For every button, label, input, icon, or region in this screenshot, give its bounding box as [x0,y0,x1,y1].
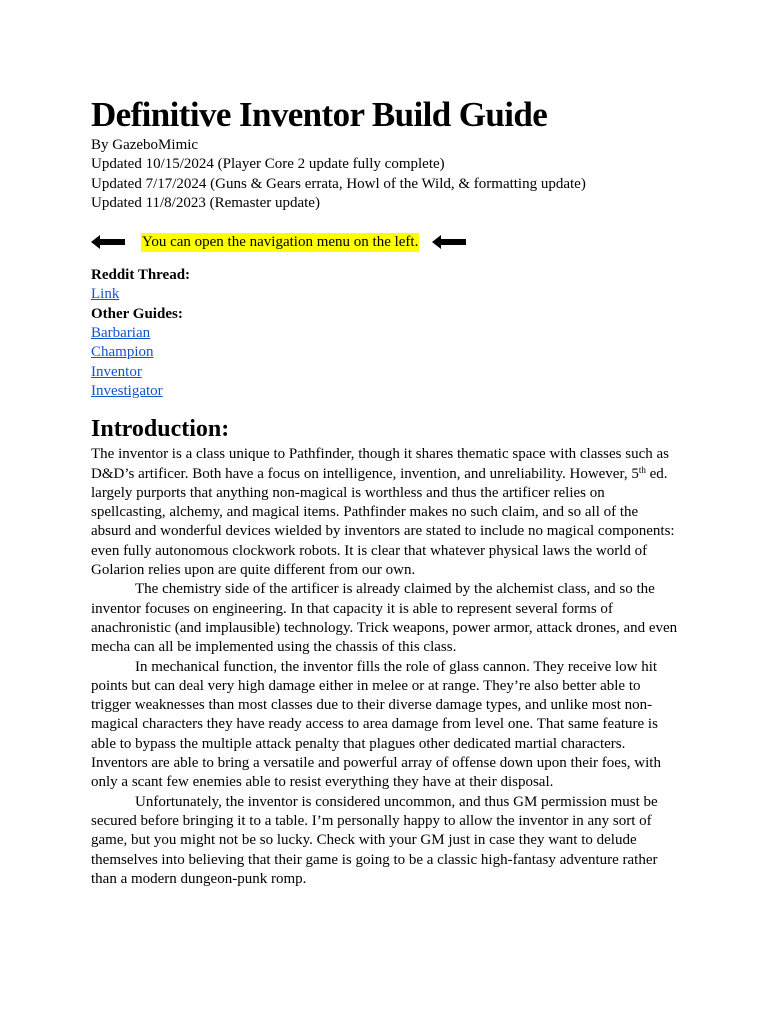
author-line: By GazeboMimic [91,137,199,153]
introduction-heading: Introduction: [91,416,230,443]
ordinal-suffix: th [638,464,646,475]
intro-paragraph-1-part-a: The inventor is a class unique to Pathfinder, though it shares thematic space with classes such as D&D’s artificer. Both have a focus on intelligence, invention, and unreliability. However, 5 [91,446,670,482]
update-line-2: Updated 7/17/2024 (Guns & Gears errata, Howl of the Wild, & formatting update) [91,175,586,192]
arrow-left-icon [432,235,466,249]
links-block [91,266,681,401]
update-line-1: Updated 10/15/2024 (Player Core 2 update fully complete) [91,156,445,173]
other-guides-label: Other Guides: [91,305,183,322]
reddit-thread-label: Reddit Thread: [91,267,191,284]
guide-link-investigator[interactable]: Investigator [91,382,163,399]
arrow-left-icon [91,235,125,249]
guide-link-inventor[interactable]: Inventor [91,363,142,380]
intro-paragraph-2: The chemistry side of the artificer is already claimed by the alchemist class, and so the inventor focuses on engineering. In that capacity it is able to represent several forms of anachronistic (and implausible) technology. Trick weapons, power armor, attack drones, and even mecha can all be implemented using the chassis of this class. [91,581,678,656]
intro-paragraph-1 [91,445,681,580]
document-page [91,96,681,889]
navigation-hint-text: You can open the navigation menu on the left. [142,233,419,250]
update-line-3: Updated 11/8/2023 (Remaster update) [91,194,320,211]
document-title: Definitive Inventor Build Guide [91,95,548,134]
intro-paragraph-3: In mechanical function, the inventor fills the role of glass cannon. They receive low hit points but can deal very high damage either in melee or at range. They’re also better able to trigger weaknesses than most classes due to their diverse damage types, and unlike most non-magical characters they have ready access to area damage from level one. That same feature is able to bypass the multiple attack penalty that plagues other dedicated martial characters. Inventors are able to bring a versatile and powerful array of offense down upon their foes, with only a scant few enemies able to resist everything they have at their disposal. [91,658,661,791]
guide-link-champion[interactable]: Champion [91,344,154,361]
guide-link-barbarian[interactable]: Barbarian [91,325,151,342]
navigation-hint-row [91,229,681,255]
reddit-thread-link[interactable]: Link [91,286,120,303]
intro-paragraph-1-part-b: ed. largely purports that anything non-magical is worthless and thus the artificer relies on spellcasting, alchemy, and magical items. Pathfinder makes no such claim, and so all of the absurd and wonderful devices wielded by inventors are stated to include no magical components: even fully autonomous clockwork robots. It is clear that whatever physical laws the world of Golarion relies upon are quite different from our own. [91,465,675,579]
intro-paragraph-4: Unfortunately, the inventor is considered uncommon, and thus GM permission must be secured before bringing it to a table. I’m personally happy to allow the inventor in any sort of game, but you might not be so lucky. Check with your GM just in case they want to delude themselves into believing that their game is going to be a classic high-fantasy adventure rather than a modern dungeon-punk romp. [91,793,658,887]
